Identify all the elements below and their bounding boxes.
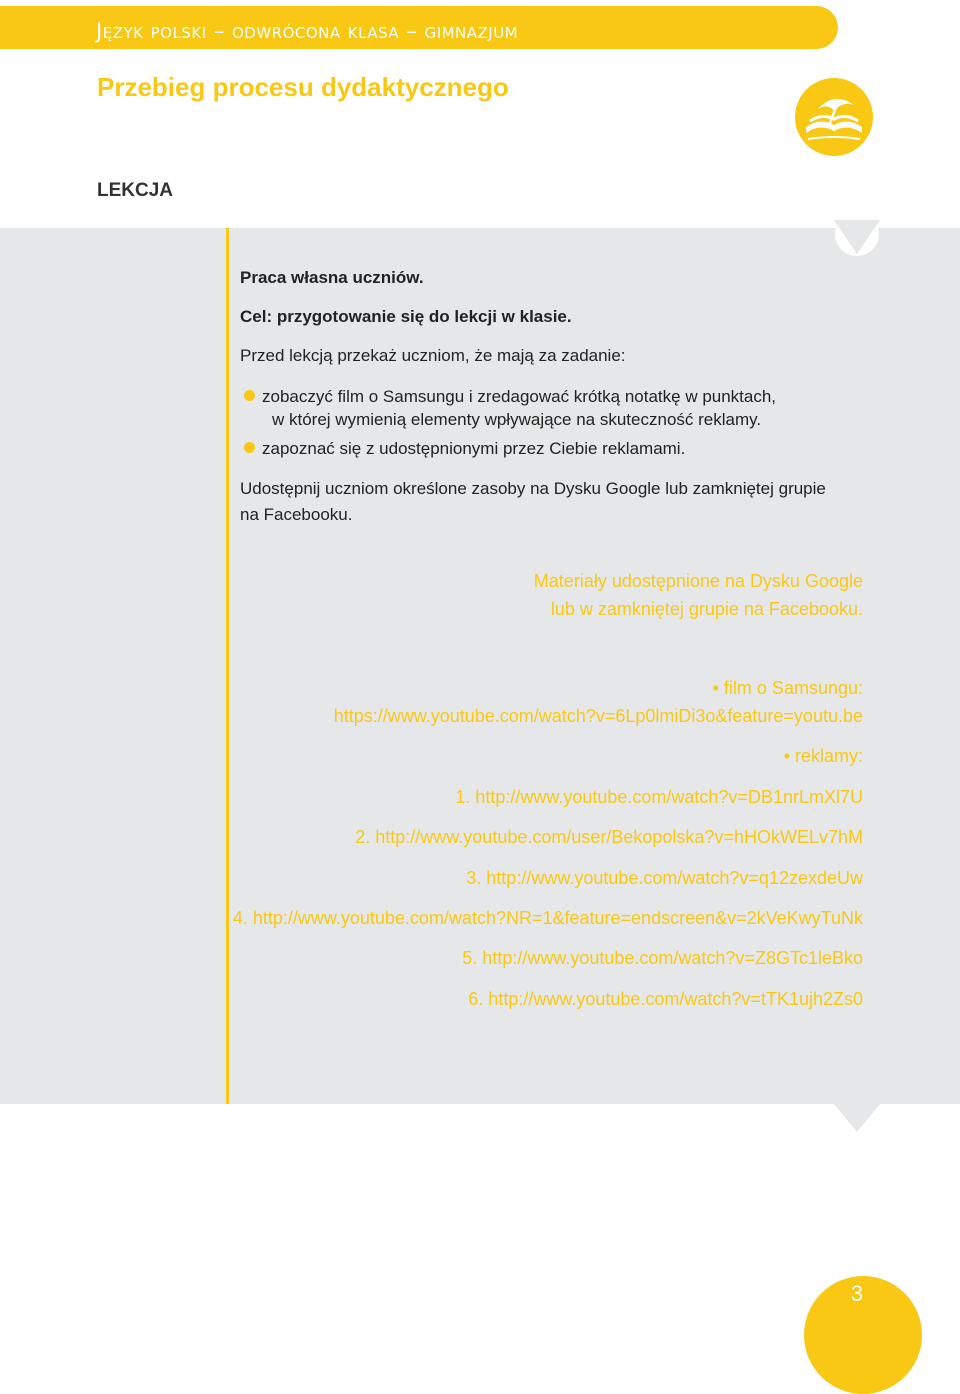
list-item	[244, 384, 776, 410]
materials-heading	[534, 567, 863, 623]
materials-heading-line: Materiały udostępnione na Dysku Google	[533, 571, 863, 591]
bullet-icon	[244, 390, 255, 401]
materials-heading-line: lub w zamkniętej grupie na Facebooku.	[550, 599, 863, 619]
page-number: 3	[850, 1281, 864, 1306]
list-item-text: zobaczyć film o Samsungu i zredagować krótką notatkę w punktach,	[262, 387, 777, 406]
header-bar	[0, 6, 838, 49]
book-beach-logo-icon	[794, 77, 874, 157]
ad-link[interactable]: 6. http://www.youtube.com/watch?v=tTK1ujh2Zs0	[468, 989, 863, 1009]
share-instruction	[240, 476, 865, 528]
panel-accent-rule	[226, 228, 229, 1104]
task-intro: Przed lekcją przekaż uczniom, że mają za zadanie:	[240, 346, 626, 365]
list-item	[244, 436, 685, 462]
down-triangle-icon	[834, 1090, 880, 1132]
bullet-icon	[244, 442, 255, 453]
list-item-text: zapoznać się z udostępnionymi przez Ciebie reklamami.	[262, 439, 686, 458]
film-label: • film o Samsungu:	[712, 678, 863, 698]
section-title: Przebieg procesu dydaktycznego	[97, 72, 509, 102]
ad-link[interactable]: 1. http://www.youtube.com/watch?v=DB1nrLmXl7U	[455, 787, 863, 807]
list-item-continuation: w której wymienią elementy wpływające na skuteczność reklamy.	[272, 410, 762, 429]
down-triangle-icon	[834, 220, 880, 262]
lesson-label: LEKCJA	[97, 180, 174, 201]
header-title: Język polski – odwrócona klasa – gimnazjum	[96, 19, 519, 43]
task-title: Praca własna uczniów.	[240, 268, 424, 287]
task-goal: Cel: przygotowanie się do lekcji w klasie.	[240, 307, 572, 326]
ad-link[interactable]: 2. http://www.youtube.com/user/Bekopolska?v=hHOkWELv7hM	[355, 827, 863, 847]
share-line: na Facebooku.	[240, 505, 353, 524]
ad-link[interactable]: 5. http://www.youtube.com/watch?v=Z8GTc1leBko	[462, 948, 863, 968]
ads-label: • reklamy:	[783, 746, 863, 766]
film-link[interactable]: https://www.youtube.com/watch?v=6Lp0lmiDi3o&feature=youtu.be	[333, 706, 863, 726]
ad-link[interactable]: 4. http://www.youtube.com/watch?NR=1&feature=endscreen&v=2kVeKwyTuNk	[232, 908, 863, 928]
ad-link[interactable]: 3. http://www.youtube.com/watch?v=q12zexdeUw	[466, 868, 863, 888]
share-line: Udostępnij uczniom określone zasoby na Dysku Google lub zamkniętej grupie	[240, 479, 826, 498]
